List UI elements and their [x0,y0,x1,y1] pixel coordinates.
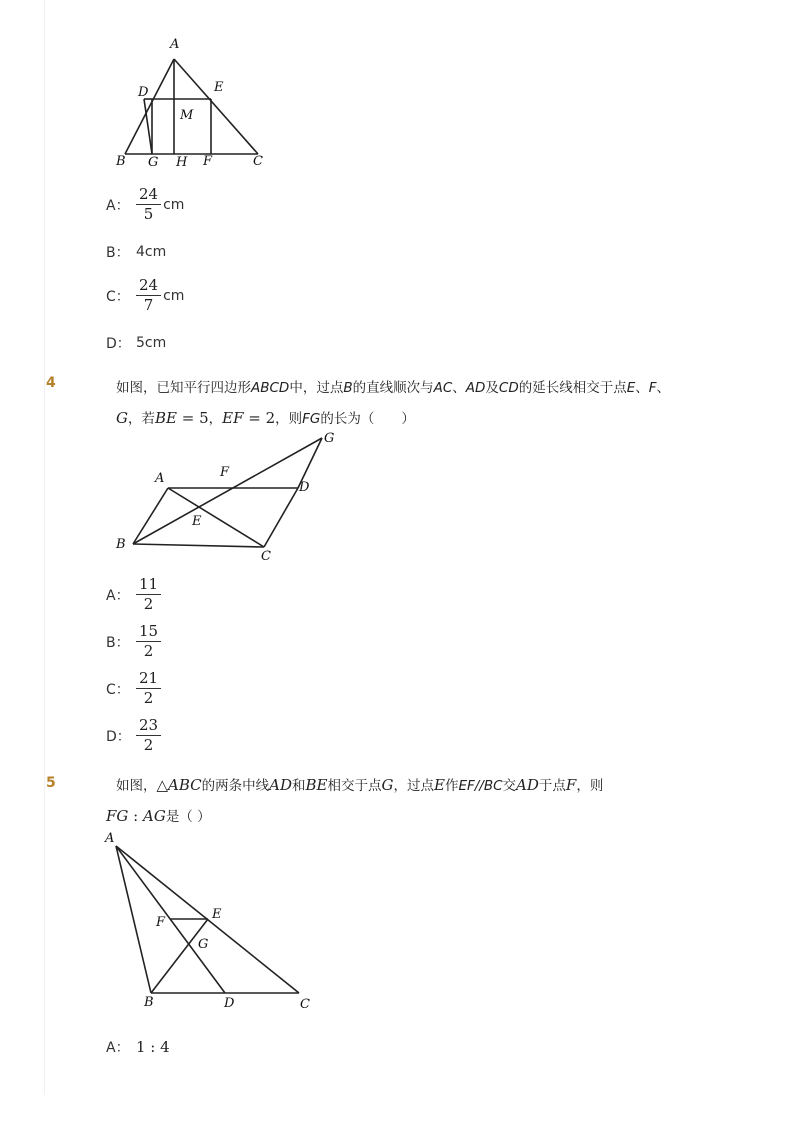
q3-triangle-figure [110,34,280,174]
q4-label-E: E [192,514,202,529]
q5-label-B: B [144,995,154,1010]
option-label: C： [106,288,130,305]
fraction: $\frac{24}{5}$ [136,186,161,224]
option-label: B： [106,245,130,261]
q4-label-G: G [324,431,335,446]
q4-stem-line2: G，若BE = 5，EF = 2，则FG的长为（ ） [116,409,415,427]
q5-option-a[interactable] [106,1037,170,1057]
q3-option-c[interactable] [106,277,184,315]
left-margin-rule [44,0,45,1095]
q3-label-F: F [203,154,213,169]
option-value: 4cm [136,244,167,260]
q5-label-E: E [212,907,222,922]
q3-label-D: D [138,85,149,100]
option-label: D： [106,728,131,745]
q5-stem-line1: 如图，△ABC的两条中线AD和BE相交于点G，过点E作EF//BC交AD于点F，则 [116,776,604,794]
q4-label-B: B [116,537,126,552]
option-label: A： [106,197,130,214]
fraction: $\frac{11}{2}$ [136,576,161,614]
q5-label-A: A [105,831,115,846]
q3-label-B: B [116,154,126,169]
fraction: $\frac{24}{7}$ [136,277,161,315]
option-label: D： [106,336,131,352]
q3-label-C: C [253,154,263,169]
q5-label-C: C [300,997,310,1012]
option-value: 5cm [136,335,167,351]
question-number-4: 4 [46,375,56,391]
q3-label-A: A [170,37,180,52]
q5-triangle-figure [100,830,320,1015]
q5-label-F: F [156,915,166,930]
q4-stem-line1: 如图，已知平行四边形ABCD中，过点B的直线顺次与AC、AD及CD的延长线相交于点E、F、 [116,380,671,396]
unit: cm [163,196,185,213]
q5-stem-line2: FG : AG是（ ） [106,807,211,825]
option-value: 1 : 4 [136,1038,170,1056]
q3-label-H: H [176,155,188,170]
option-label: A： [106,587,130,604]
q4-parallelogram-figure [110,430,350,565]
question-number-5: 5 [46,775,56,791]
q5-label-D: D [224,996,235,1011]
fraction: $\frac{15}{2}$ [136,623,161,661]
q3-option-a[interactable] [106,186,184,224]
q4-option-a[interactable] [106,576,161,614]
option-label: C： [106,681,130,698]
q3-option-b[interactable] [106,242,166,262]
q3-option-d[interactable] [106,333,166,353]
q4-option-d[interactable] [106,717,161,755]
q4-label-D: D [299,480,310,495]
unit: cm [163,287,185,304]
q3-label-M: M [180,108,194,123]
q4-label-C: C [261,549,271,564]
q4-label-A: A [155,471,165,486]
q4-option-b[interactable] [106,623,161,661]
fraction: $\frac{21}{2}$ [136,670,161,708]
q4-option-c[interactable] [106,670,161,708]
option-label: B： [106,634,130,651]
q3-label-E: E [214,80,224,95]
fraction: $\frac{23}{2}$ [136,717,161,755]
q5-label-G: G [198,937,209,952]
q4-label-F: F [220,465,230,480]
option-label: A： [106,1040,130,1056]
q3-label-G: G [148,155,159,170]
